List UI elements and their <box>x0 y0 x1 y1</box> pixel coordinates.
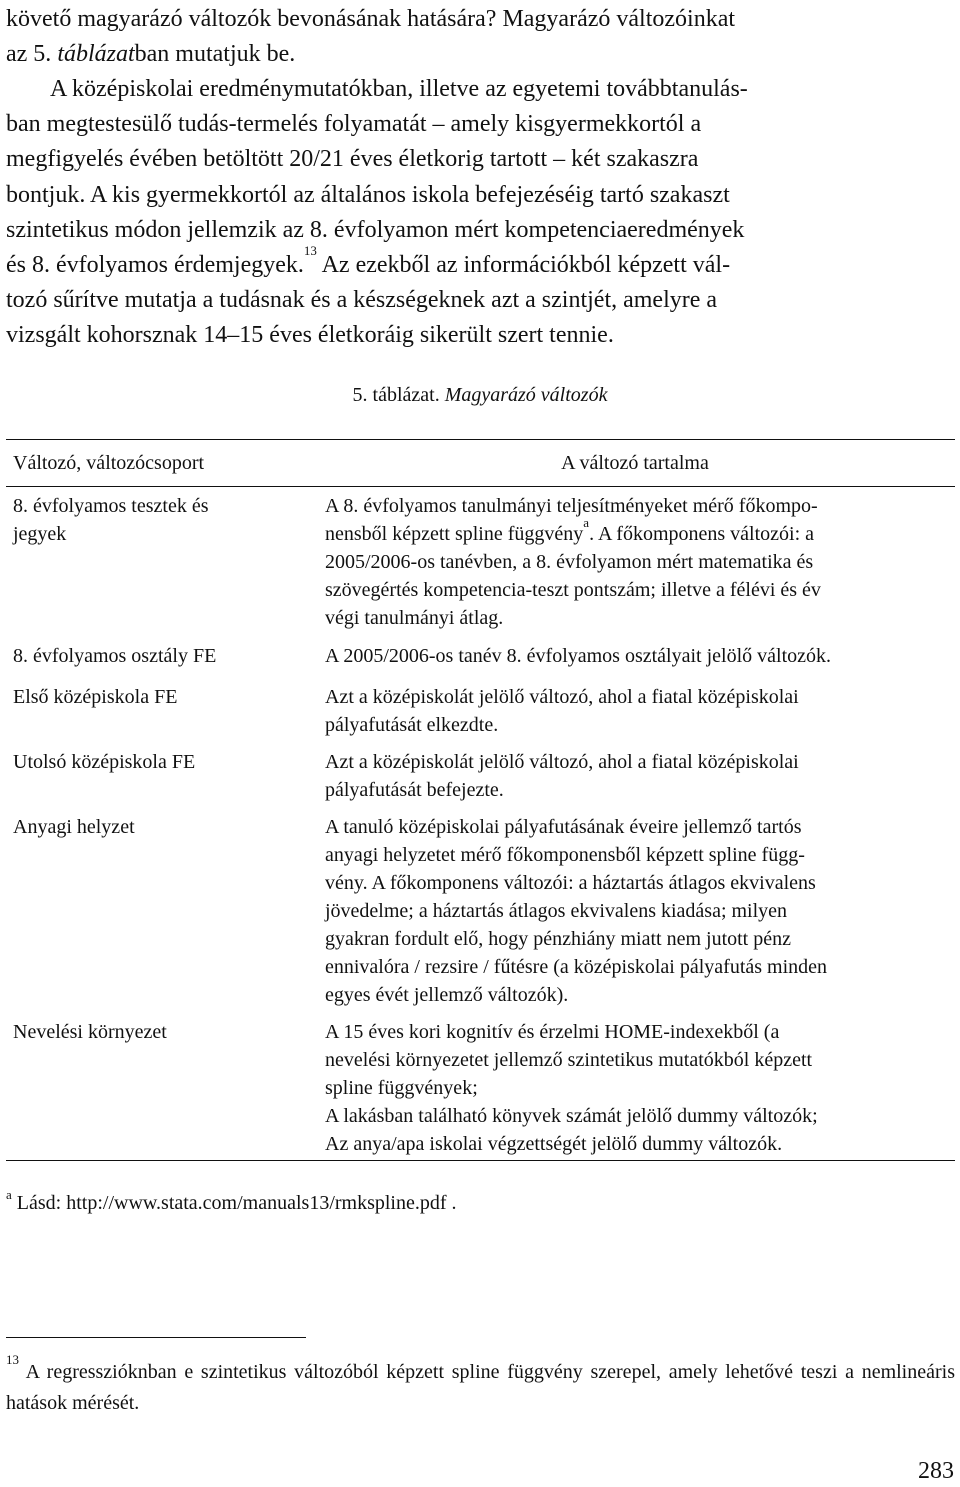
table-top-rule <box>6 439 955 440</box>
text-line: követő magyarázó változók bevonásának hatására? Magyarázó változóinkat <box>6 6 736 32</box>
row-description: A 15 éves kori kognitív és érzelmi HOME-indexekből (a nevelési környezetet jellemző szintetikus mutatókból képzett spline függvények; A lakásban található könyvek számát jelölő dummy változók; Az anya/apa iskolai végzettségét jelölő dummy változók. <box>325 1021 818 1155</box>
row-description: Azt a középiskolát jelölő változó, ahol a fiatal középiskolai pályafutását elkezdte. <box>325 686 799 736</box>
row-description: A tanuló középiskolai pályafutásának éveire jellemző tartós anyagi helyzetet mérő főkomponensből képzett spline függ- vény. A főkomponens változói: a háztartás átlagos ekvivalens jövedelme; a háztartás átlagos ekvivalens kiadása; milyen gyakran fordult elő, hogy pénzhiány miatt nem jutott pénz ennivalóra / rezsire / fűtésre (a középiskolai pályafutás minden egyes évét jellemző változók). <box>325 816 828 1006</box>
row-variable: Anyagi helyzet <box>13 816 135 838</box>
footnote-ref-a[interactable]: a <box>583 515 590 530</box>
table-header-content: A változó tartalma <box>561 452 709 474</box>
table-header-variable: Változó, változócsoport <box>13 452 205 474</box>
paragraph-continuation <box>6 2 955 72</box>
row-variable: Nevelési környezet <box>13 1021 167 1043</box>
text-line: bontjuk. A kis gyermekkortól az általános iskola befejezéséig tartó szakaszt <box>6 181 730 208</box>
text-line: vizsgált kohorsznak 14–15 éves életkoráig sikerült szert tennie. <box>6 322 614 349</box>
page-number: 283 <box>918 1458 954 1484</box>
text-line: és 8. évfolyamos érdemjegyek.$^{13}$ Az ezekből az információkból képzett vál- <box>6 243 731 279</box>
row-variable: 8. évfolyamos osztály FE <box>13 645 217 667</box>
text-line: ban megtestesülő tudás-termelés folyamatát – amely kisgyermekkortól a <box>6 111 702 138</box>
row-description: Azt a középiskolát jelölő változó, ahol a fiatal középiskolai pályafutását befejezte. <box>325 751 799 801</box>
footnote-13: $^{13}$ A regresszióknban e szintetikus változóból képzett spline függvény szerepel, amely lehetővé teszi a nemlineáris hatások mérését. <box>6 1352 955 1414</box>
text-line: A középiskolai eredménymutatókban, illetve az egyetemi továbbtanulás- <box>50 76 748 102</box>
row-description: A 8. évfolyamos tanulmányi teljesítményeket mérő főkompo- nensből képzett spline függvény$^a$. A főkomponens változói: a 2005/2006-os tanévben, a 8. évfolyamon mért matematika és szövegértés kompetencia-teszt pontszám; illetve a félévi és év végi tanulmányi átlag. <box>325 495 821 629</box>
text-line: az 5. táblázatban mutatjuk be. <box>6 41 296 68</box>
paragraph-body <box>6 72 955 354</box>
table-footnote: $^a$ Lásd: http://www.stata.com/manuals13/rmkspline.pdf . <box>6 1187 457 1214</box>
row-description: A 2005/2006-os tanév 8. évfolyamos osztályait jelölő változók. <box>325 645 832 667</box>
table-header-rule <box>6 486 955 487</box>
table-bottom-rule <box>6 1160 955 1161</box>
row-variable: Első középiskola FE <box>13 686 178 708</box>
row-variable: 8. évfolyamos tesztek és jegyek <box>13 495 209 545</box>
text-line: szintetikus módon jellemzik az 8. évfolyamon mért kompetenciaeredmények <box>6 216 745 243</box>
footnote-ref-13[interactable]: 13 <box>303 243 317 259</box>
row-variable: Utolsó középiskola FE <box>13 751 196 773</box>
footnote-separator <box>6 1337 306 1338</box>
text-line: megfigyelés évében betöltött 20/21 éves életkorig tartott – két szakaszra <box>6 146 699 173</box>
text-line: tozó sűrítve mutatja a tudásnak és a készségeknek azt a szintjét, amelyre a <box>6 287 718 314</box>
table-caption: 5. táblázat. Magyarázó változók <box>352 384 608 406</box>
